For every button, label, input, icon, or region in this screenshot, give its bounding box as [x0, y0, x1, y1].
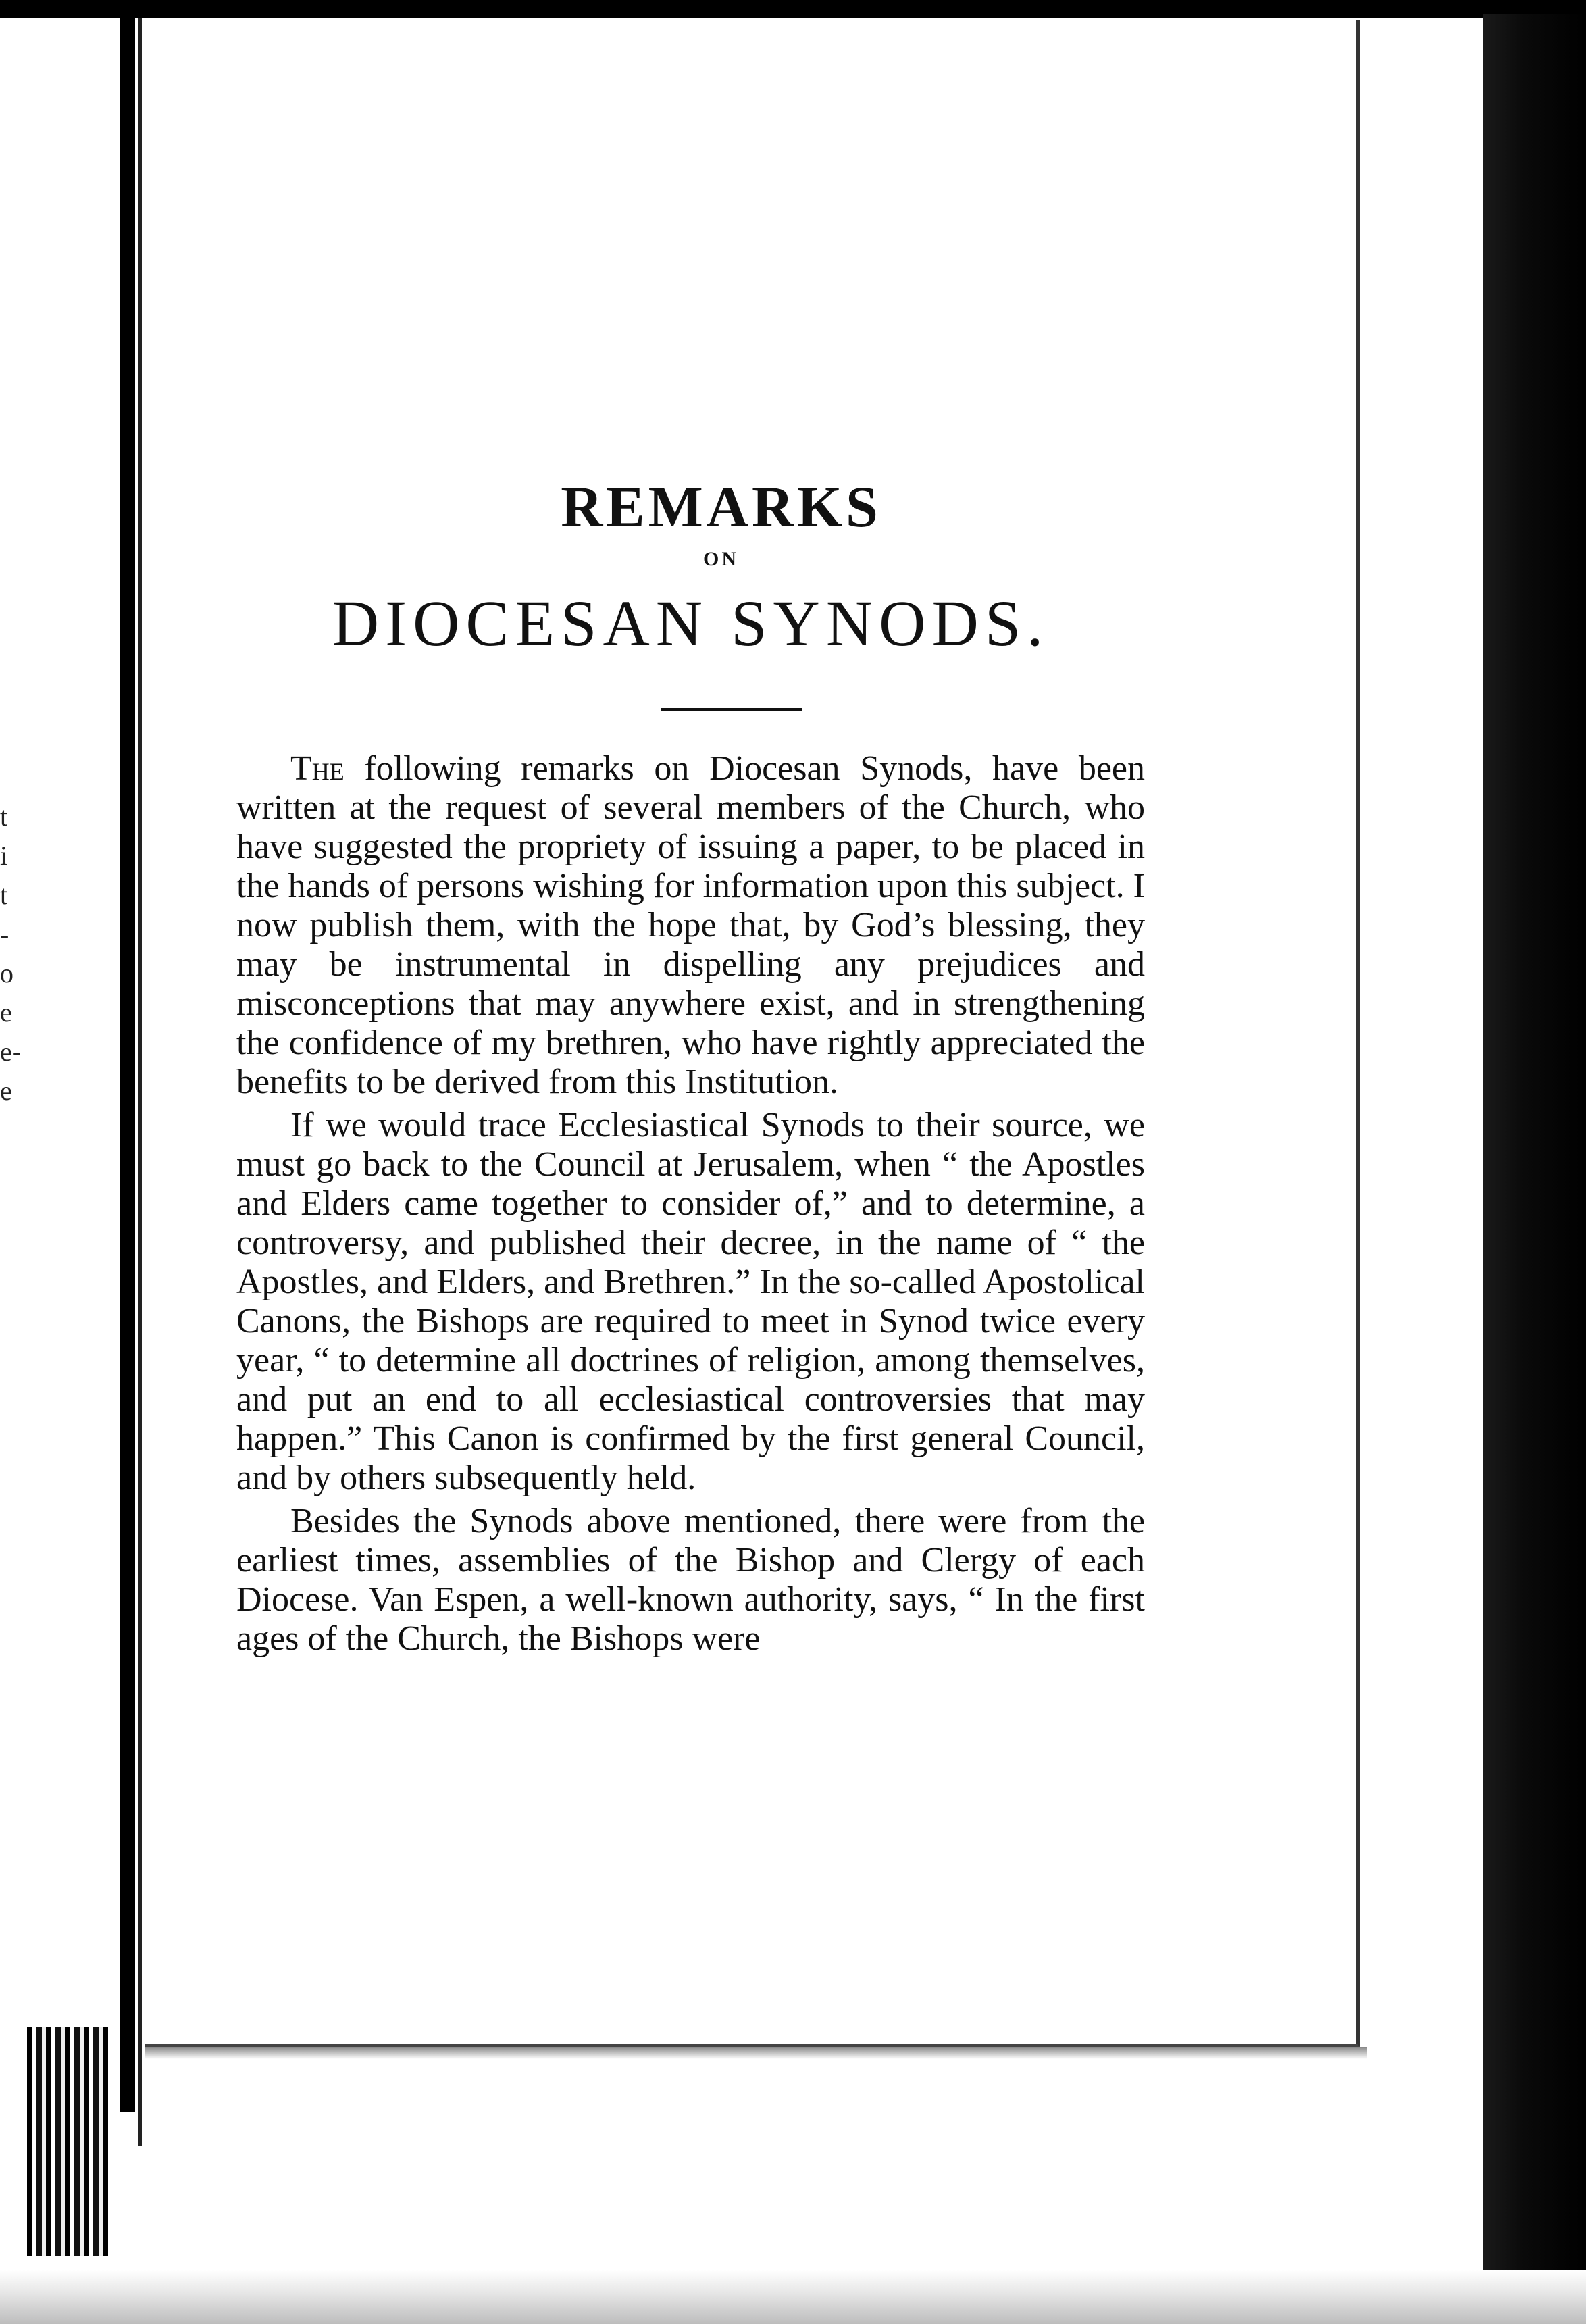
binding-spine [27, 2027, 108, 2256]
title-main: REMARKS [561, 474, 881, 539]
title-connector: ON [703, 548, 739, 570]
fragment: t [0, 880, 8, 910]
title-rule [661, 708, 802, 711]
fragment: t [0, 801, 8, 832]
title-subject: DIOCESAN SYNODS. [332, 587, 1050, 659]
fragment: e [0, 997, 12, 1028]
gutter-shadow [120, 18, 135, 2112]
paragraph-2: If we would trace Ecclesiastical Synods to their source, we must go back to the Council at Jerusalem, when “ the Apostles and Elders came together to consider of,” and to determine, a controversy, and published their decree, in the name of “ the Apostles, and Elders, and Brethren.” In the so-called Apostolical Canons, the Bishops are required to meet in Synod twice every year, “ to determine all doctrines of religion, among themselves, and put an end to all ecclesiastical controversies that may happen.” This Canon is confirmed by the first general Council, and by others subsequently held. [236, 1106, 1145, 1497]
paragraph-lead-word: The [290, 749, 344, 788]
paragraph-text: following remarks on Diocesan Synods, have been written at the request of several members of the Church, who have suggested the propriety of issuing a paper, to be placed in the hands of persons wishing for information upon this subject. I now publish them, with the hope that, by God’s blessing, they may be instrumental in dispelling any prejudices and misconceptions that may anywhere exist, and in strengthening the confidence of my brethren, who have rightly appreciated the benefits to be derived from this Institution. [236, 749, 1145, 1101]
fragment: i [0, 840, 8, 871]
facing-page-text-fragments [0, 797, 27, 1111]
body-text [236, 749, 1145, 1659]
page-content [236, 473, 1145, 1663]
fragment: - [0, 919, 9, 949]
fragment: e- [0, 1036, 22, 1067]
scan-right-border [1483, 14, 1586, 2324]
gutter-line [138, 18, 142, 2146]
scan-top-border [0, 0, 1586, 18]
paragraph-1 [236, 749, 1145, 1102]
facing-page [0, 18, 122, 2247]
scan-bottom-edge [0, 2270, 1586, 2324]
paragraph-3: Besides the Synods above mentioned, there were from the earliest times, assemblies of the Bishop and Clergy of each Diocese. Van Espen, a well-known authority, says, “ In the first ages of the Church, the Bishops were [236, 1502, 1145, 1658]
page-bottom-shadow [145, 2047, 1367, 2059]
fragment: e [0, 1076, 12, 1106]
fragment: o [0, 958, 14, 988]
